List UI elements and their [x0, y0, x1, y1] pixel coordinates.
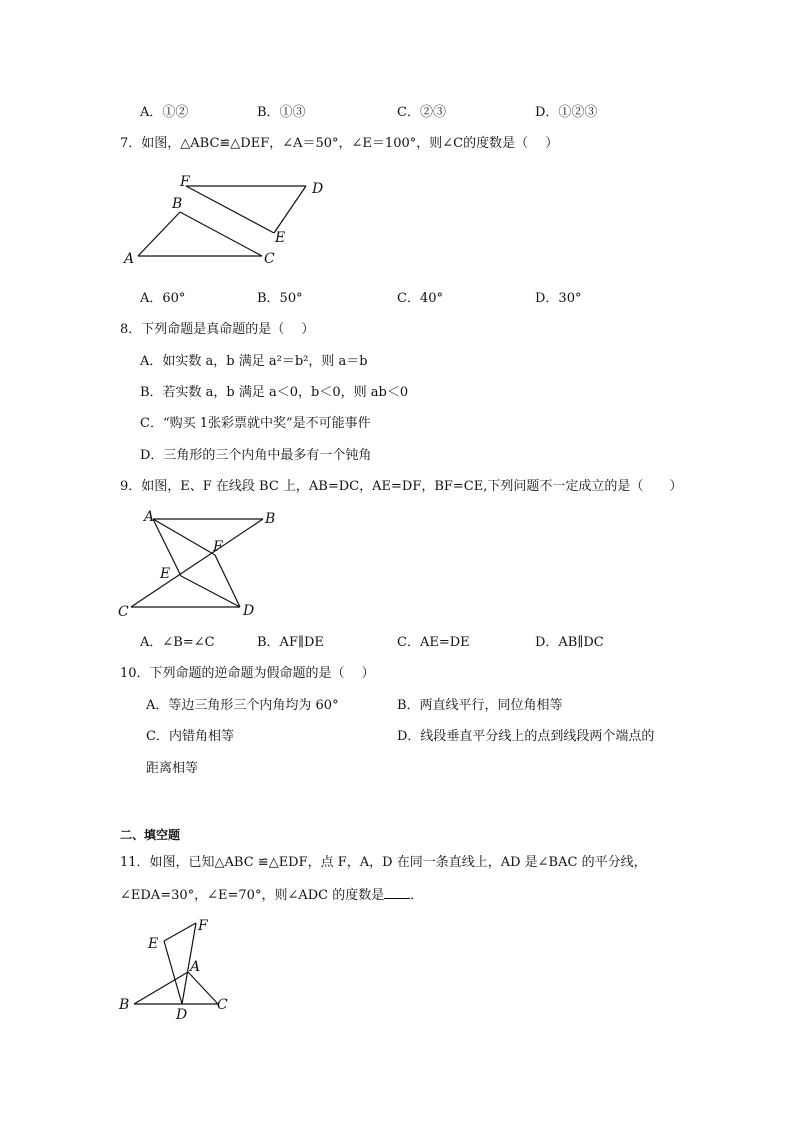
q10-option-d-continued: 距离相等 [146, 761, 199, 776]
q10-option-c: C．内错角相等 [146, 729, 234, 744]
q11-stem-line1: 11．如图，已知△ABC ≌△EDF，点 F，A，D 在同一条直线上，AD 是∠BAC 的平分线， [120, 855, 647, 870]
q11-segment-ed [164, 941, 182, 1004]
q9-segment-bc [131, 519, 263, 607]
q11-label-f: F [198, 918, 208, 934]
q8-option-d: D．三角形的三个内角中最多有一个钝角 [140, 448, 372, 463]
q10-stem: 10．下列命题的逆命题为假命题的是（ ） [120, 666, 375, 681]
q6-option-d: D．①②③ [535, 105, 598, 120]
q9-option-b: B．AF∥DE [257, 635, 324, 650]
q11-segment-ba [134, 972, 188, 1004]
q9-segment-fd [215, 555, 240, 607]
q9-label-e: E [160, 566, 171, 582]
q11-figure [116, 912, 246, 1022]
q7-figure [118, 170, 338, 270]
q7-segment-bc [180, 212, 262, 256]
q11-answer-blank[interactable] [384, 886, 410, 899]
q11-segment-ef [164, 923, 196, 941]
q7-label-a: A [124, 251, 135, 267]
q9-segment-ed [181, 576, 240, 607]
q9-label-b: B [265, 511, 276, 527]
q7-option-d: D．30° [535, 291, 582, 306]
q10-option-d: D．线段垂直平分线上的点到线段两个端点的 [397, 729, 655, 744]
section-heading-fill-blank: 二、填空题 [120, 828, 181, 842]
q9-label-a: A [144, 509, 155, 525]
q7-segment-de [274, 186, 306, 233]
q7-stem: 7．如图，△ABC≌△DEF，∠A＝50°，∠E＝100°，则∠C的度数是（ ） [120, 136, 559, 151]
q11-label-c: C [217, 997, 228, 1013]
q11-label-b: B [119, 997, 130, 1013]
q7-segment-fe [186, 186, 274, 233]
q11-stem-text: ∠EDA=30°，∠E=70°，则∠ADC 的度数是 [120, 888, 385, 903]
q9-option-c: C．AE=DE [397, 635, 470, 650]
q7-option-b: B．50° [257, 291, 303, 306]
q9-label-c: C [118, 604, 129, 618]
q9-stem: 9．如图，E、F 在线段 BC 上，AB=DC，AE=DF，BF=CE,下列问题不一定成立的是（ ） [120, 479, 683, 494]
q8-option-a: A．如实数 a，b 满足 a²＝b²，则 a＝b [140, 354, 368, 369]
q6-option-b: B．①③ [257, 105, 306, 120]
q11-label-a: A [190, 959, 201, 975]
q10-option-b: B．两直线平行，同位角相等 [397, 698, 563, 713]
q9-option-a: A．∠B=∠C [140, 635, 215, 650]
q7-option-a: A．60° [140, 291, 186, 306]
q7-label-f: F [180, 174, 190, 190]
q11-segment-ac [188, 972, 218, 1004]
q7-segment-ab [138, 212, 180, 256]
q7-label-b: B [172, 196, 183, 212]
q7-label-e: E [275, 230, 286, 246]
q9-label-d: D [243, 603, 255, 618]
q8-stem: 8．下列命题是真命题的是（ ） [120, 322, 315, 337]
q6-option-a: A．①② [140, 105, 189, 120]
q9-label-f: F [213, 539, 223, 555]
q11-label-e: E [148, 936, 159, 952]
q7-label-c: C [264, 251, 275, 267]
q11-stem-line2 [120, 886, 423, 905]
q9-figure [114, 506, 294, 618]
q7-label-d: D [312, 181, 324, 197]
q6-option-c: C．②③ [397, 105, 446, 120]
q7-option-c: C．40° [397, 291, 443, 306]
q9-option-d: D．AB∥DC [535, 635, 604, 650]
q11-stem-end: ． [410, 888, 424, 903]
q8-option-c: C．“购买 1张彩票就中奖”是不可能事件 [140, 416, 371, 431]
q11-label-d: D [176, 1007, 188, 1022]
q8-option-b: B．若实数 a，b 满足 a＜0，b＜0，则 ab＜0 [140, 385, 409, 400]
q10-option-a: A．等边三角形三个内角均为 60° [146, 698, 339, 713]
